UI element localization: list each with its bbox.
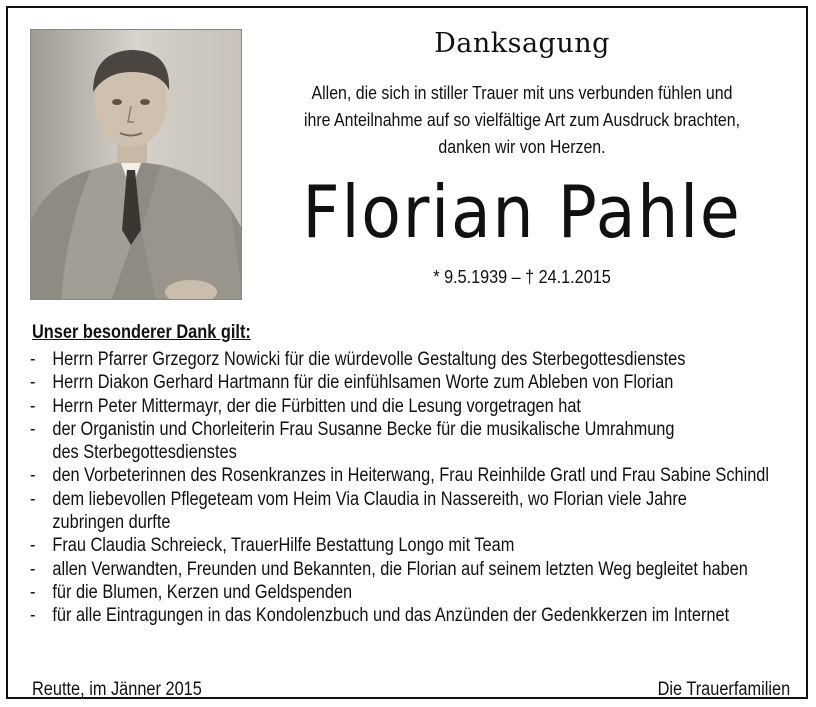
dash-bullet: -	[30, 558, 36, 580]
obituary-notice	[6, 6, 808, 699]
list-item-text: Herrn Peter Mittermayr, der die Fürbitten und die Lesung vorgetragen hat	[52, 395, 581, 417]
list-item	[30, 464, 804, 487]
signature: Die Trauerfamilien	[657, 679, 790, 700]
intro-text	[300, 79, 744, 160]
list-item	[30, 534, 804, 557]
list-item	[30, 371, 804, 394]
list-item-text: dem liebevollen Pflegeteam vom Heim Via Claudia in Nassereith, wo Florian viele Jahre zubringen durfte	[52, 488, 687, 534]
dash-bullet: -	[30, 465, 36, 487]
thanks-title: Unser besonderer Dank gilt:	[32, 322, 251, 343]
list-item-text: Herrn Pfarrer Grzegorz Nowicki für die würdevolle Gestaltung des Sterbegottesdienstes	[52, 349, 686, 370]
place-date: Reutte, im Jänner 2015	[32, 679, 202, 700]
list-item-text: der Organistin und Chorleiterin Frau Susanne Becke für die musikalische Umrahmung des Sterbegottesdienstes	[52, 418, 675, 464]
list-item	[30, 348, 804, 371]
dash-bullet: -	[30, 488, 36, 510]
dash-bullet: -	[30, 581, 36, 603]
list-item-text: allen Verwandten, Freunden und Bekannten, die Florian auf seinem letzten Weg begleitet haben	[52, 558, 748, 580]
list-item	[30, 488, 804, 535]
thanks-list	[30, 348, 804, 628]
dash-bullet: -	[30, 349, 36, 370]
intro-line: Allen, die sich in stiller Trauer mit uns verbunden fühlen und	[311, 82, 733, 103]
intro-line: danken wir von Herzen.	[438, 136, 606, 157]
list-item-text: Herrn Diakon Gerhard Hartmann für die einfühlsamen Worte zum Ableben von Florian	[52, 372, 674, 394]
list-item	[30, 581, 804, 604]
deceased-name: Florian Pahle	[302, 170, 742, 254]
list-item-text: für alle Eintragungen in das Kondolenzbuch und das Anzünden der Gedenkkerzen im Internet	[52, 605, 730, 627]
list-item-text: für die Blumen, Kerzen und Geldspenden	[52, 581, 353, 603]
intro-line: ihre Anteilnahme auf so vielfältige Art zum Ausdruck brachten,	[303, 109, 740, 130]
dash-bullet: -	[30, 395, 36, 417]
list-item	[30, 418, 804, 465]
life-dates: * 9.5.1939 – † 24.1.2015	[433, 267, 611, 287]
notice-heading: Danksagung	[434, 28, 610, 59]
dash-bullet: -	[30, 418, 36, 440]
list-item-text: den Vorbeterinnen des Rosenkranzes in Heiterwang, Frau Reinhilde Gratl und Frau Sabine Schindl	[52, 465, 770, 487]
list-item	[30, 395, 804, 418]
list-item-text: Frau Claudia Schreieck, TrauerHilfe Bestattung Longo mit Team	[52, 535, 515, 557]
dash-bullet: -	[30, 535, 36, 557]
dash-bullet: -	[30, 605, 36, 627]
dash-bullet: -	[30, 372, 36, 394]
portrait-photo	[30, 29, 242, 300]
list-item	[30, 558, 804, 581]
list-item	[30, 604, 804, 627]
